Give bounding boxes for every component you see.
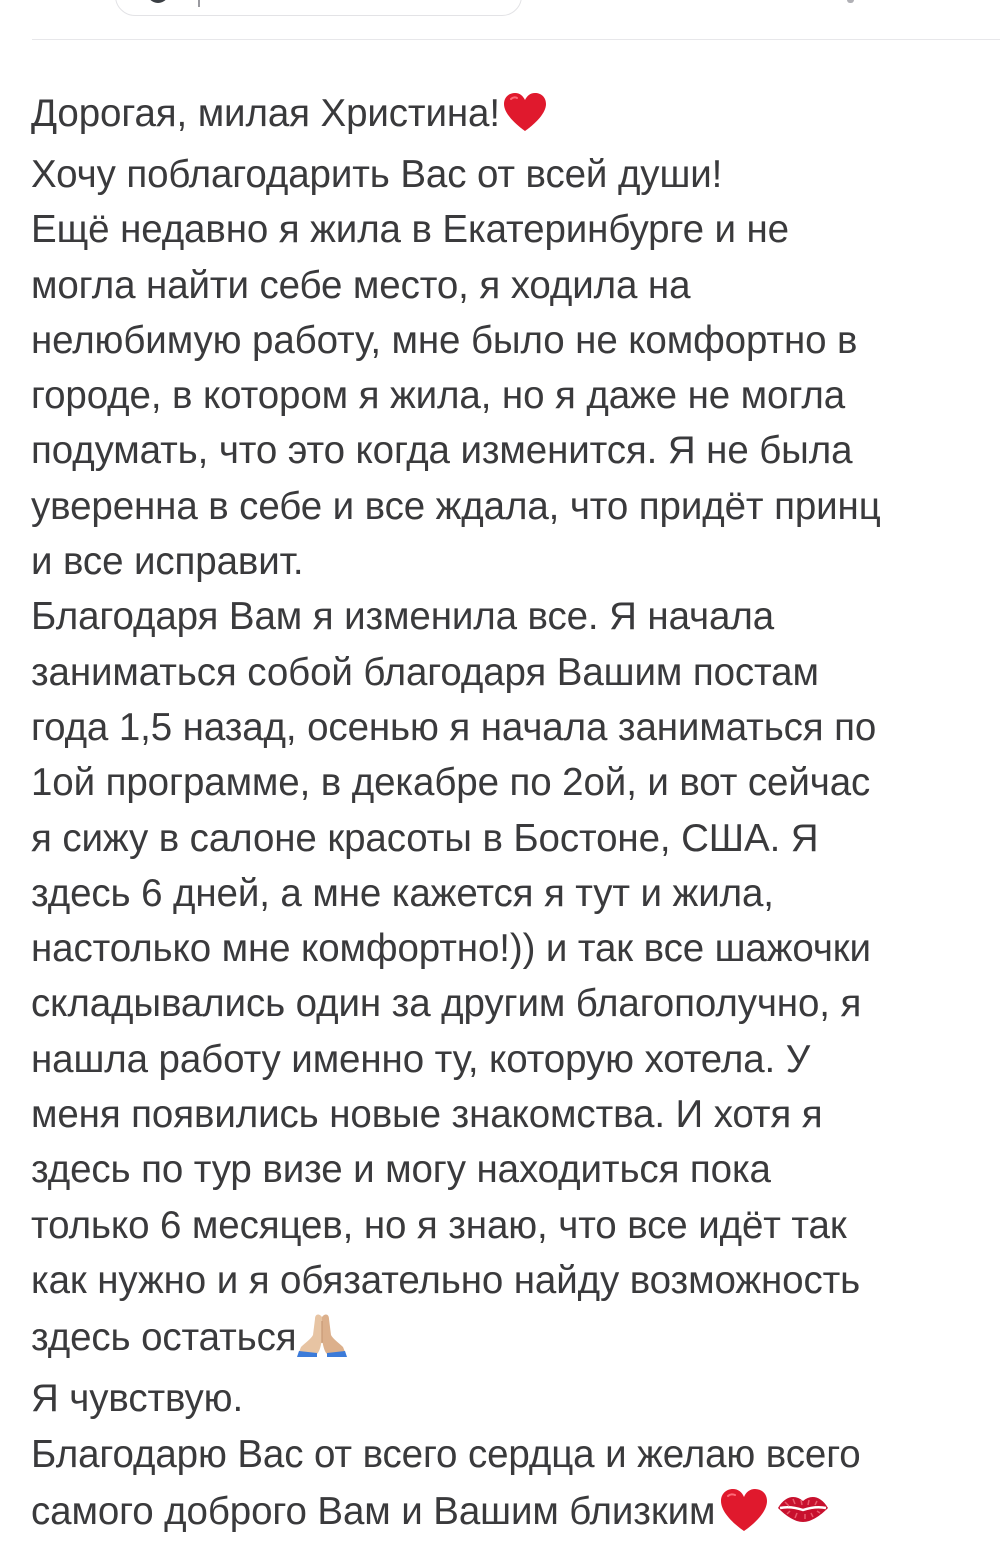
top-bar xyxy=(0,0,1000,40)
post-line: уверенна в себе и все ждала, что придёт принц xyxy=(31,484,881,528)
post-line: Я чувствую. xyxy=(31,1377,244,1421)
post-line: Хочу поблагодарить Вас от всей души! xyxy=(31,153,723,196)
post-line: и все исправит. xyxy=(31,540,304,584)
post-line: нашла работу именно ту, которую хотела. У xyxy=(31,1037,811,1081)
post-line: 1ой программе, в декабре по 2ой, и вот сейчас xyxy=(31,761,871,805)
post-line: только 6 месяцев, но я знаю, что все идёт так xyxy=(31,1203,847,1247)
post-line xyxy=(31,1479,991,1545)
search-icon xyxy=(198,0,206,7)
red-heart-icon xyxy=(719,1487,769,1533)
post-line: меня появились новые знакомства. И хотя я xyxy=(31,1093,823,1137)
post-line-text: Дорогая, милая Христина! xyxy=(31,92,500,135)
post-line: года 1,5 назад, осенью я начала заниматься по xyxy=(31,705,877,749)
menu-dot-icon[interactable] xyxy=(847,0,854,3)
post-line: настолько мне комфортно!)) и так все шажочки xyxy=(31,927,871,971)
post-line: заниматься собой благодаря Вашим постам xyxy=(31,650,819,694)
post-line: как нужно и я обязательно найду возможность xyxy=(31,1258,861,1302)
divider xyxy=(32,39,1000,40)
post-line-text: здесь остаться xyxy=(31,1316,297,1360)
post-line: Благодарю Вас от всего сердца и желаю всего xyxy=(31,1432,861,1476)
post-line: я сижу в салоне красоты в Бостоне, США. Я xyxy=(31,816,819,860)
search-pill[interactable] xyxy=(115,0,522,16)
post-line xyxy=(31,81,991,147)
post-line: нелюбимую работу, мне было не комфортно в xyxy=(31,318,858,362)
avatar-icon[interactable] xyxy=(147,0,169,3)
folded-hands-icon xyxy=(295,1311,349,1357)
post-line: могла найти себе место, я ходила на xyxy=(31,263,691,307)
post-line: складывались один за другим благополучно, я xyxy=(31,982,862,1026)
post-line: здесь 6 дней, а мне кажется я тут и жила, xyxy=(31,871,774,915)
post-line: Ещё недавно я жила в Екатеринбурге и не xyxy=(31,208,789,252)
post-line: городе, в котором я жила, но я даже не могла xyxy=(31,374,846,418)
post-text xyxy=(31,84,991,1545)
post-line-text: самого доброго Вам и Вашим близким xyxy=(31,1489,716,1533)
red-heart-icon xyxy=(502,91,548,133)
kiss-mark-icon xyxy=(775,1488,831,1528)
post-line: подумать, что это когда изменится. Я не была xyxy=(31,429,853,473)
post-line: Благодаря Вам я изменила все. Я начала xyxy=(31,595,775,639)
post-line xyxy=(31,1305,991,1371)
post-line: здесь по тур визе и могу находиться пока xyxy=(31,1148,771,1192)
